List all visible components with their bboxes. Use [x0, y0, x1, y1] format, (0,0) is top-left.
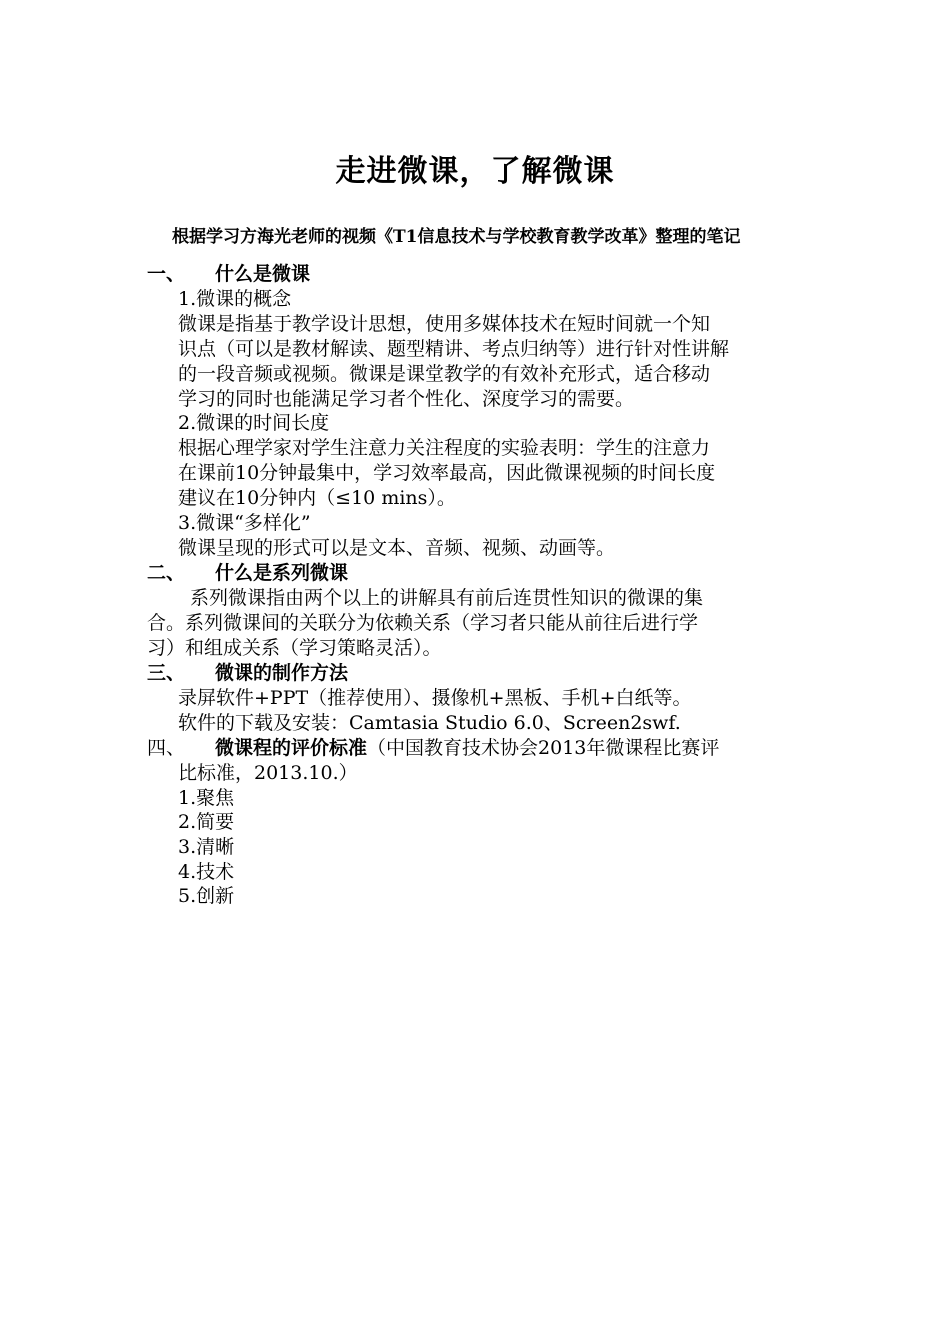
criteria-item: 5.创新 — [178, 885, 235, 907]
section-1-number: 一、 — [147, 263, 186, 285]
section-4-heading — [147, 736, 719, 760]
criteria-item: 4.技术 — [178, 861, 235, 883]
section-3-text: 软件的下载及安装：Camtasia Studio 6.0、Screen2swf. — [178, 712, 681, 734]
section-2-number: 二、 — [147, 562, 186, 584]
section-2-text: 系列微课指由两个以上的讲解具有前后连贯性知识的微课的集 — [190, 587, 704, 609]
section-1-item-1-text: 识点（可以是教材解读、题型精讲、考点归纳等）进行针对性讲解 — [178, 338, 730, 360]
section-4-note: （中国教育技术协会2013年微课程比赛评 — [367, 737, 720, 759]
page-title: 走进微课，了解微课 — [335, 154, 615, 189]
section-1-title: 什么是微课 — [215, 263, 311, 285]
section-3-title: 微课的制作方法 — [215, 662, 349, 684]
criteria-item: 3.清晰 — [178, 836, 235, 858]
page-subtitle: 根据学习方海光老师的视频《T1信息技术与学校教育教学改革》整理的笔记 — [172, 227, 741, 247]
section-2-heading — [147, 561, 348, 585]
section-4-number: 四、 — [147, 737, 186, 759]
section-2-text: 习）和组成关系（学习策略灵活）。 — [147, 637, 442, 659]
section-4-note-continued: 比标准，2013.10.） — [178, 762, 358, 784]
section-3-number: 三、 — [147, 662, 186, 684]
section-1-heading — [147, 262, 310, 286]
criteria-item: 2.简要 — [178, 811, 235, 833]
criteria-item: 1.聚焦 — [178, 787, 235, 809]
section-1-item-2-text: 建议在10分钟内（≤10 mins）。 — [178, 487, 456, 509]
section-2-title: 什么是系列微课 — [215, 562, 349, 584]
section-2-text: 合。系列微课间的关联分为依赖关系（学习者只能从前往后进行学 — [147, 612, 699, 634]
section-3-text: 录屏软件+PPT（推荐使用）、摄像机+黑板、手机+白纸等。 — [178, 687, 692, 709]
section-1-item-2-title: 2.微课的时间长度 — [178, 412, 330, 434]
section-1-item-1-text: 的一段音频或视频。微课是课堂教学的有效补充形式，适合移动 — [178, 363, 711, 385]
section-1-item-2-text: 在课前10分钟最集中，学习效率最高，因此微课视频的时间长度 — [178, 462, 716, 484]
section-1-item-3-title: 3.微课“多样化” — [178, 512, 311, 534]
section-1-item-1-text: 学习的同时也能满足学习者个性化、深度学习的需要。 — [178, 388, 635, 410]
section-4-title: 微课程的评价标准 — [215, 737, 368, 759]
section-1-item-3-text: 微课呈现的形式可以是文本、音频、视频、动画等。 — [178, 537, 616, 559]
section-1-item-2-text: 根据心理学家对学生注意力关注程度的实验表明：学生的注意力 — [178, 437, 711, 459]
section-1-item-1-text: 微课是指基于教学设计思想，使用多媒体技术在短时间就一个知 — [178, 313, 711, 335]
section-1-item-1-title: 1.微课的概念 — [178, 288, 292, 310]
section-3-heading — [147, 661, 348, 685]
